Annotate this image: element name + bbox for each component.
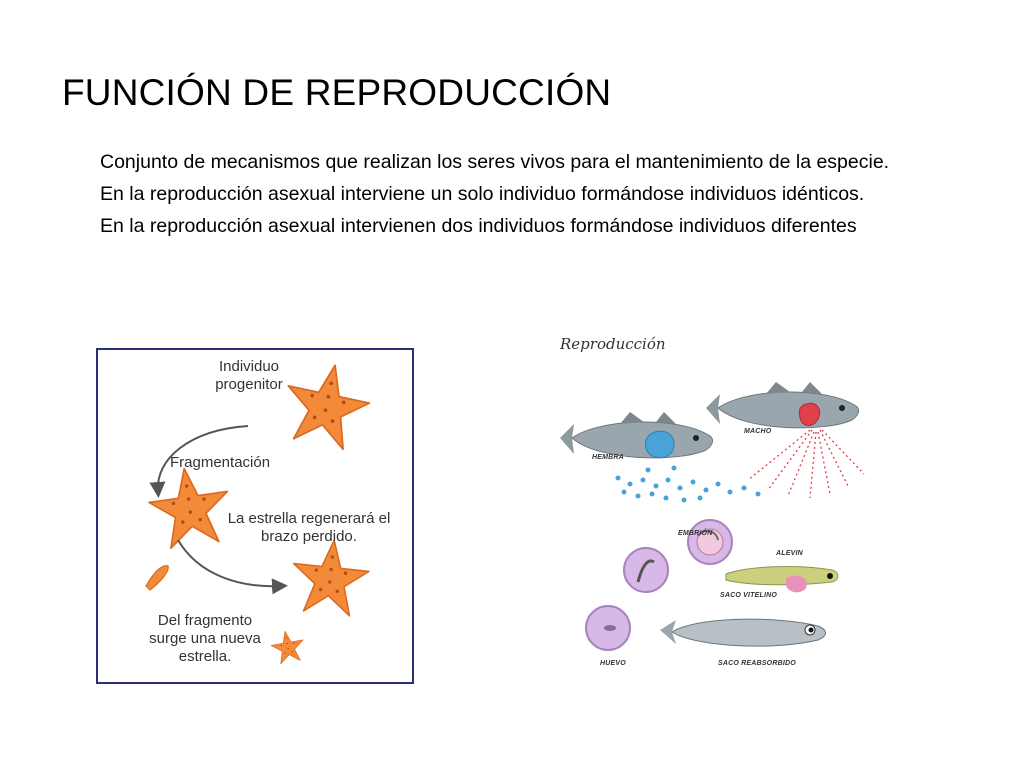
- early-embryo-stage: [624, 548, 668, 592]
- label-yolk-absorbed: SACO REABSORBIDO: [718, 660, 796, 667]
- larva-fish: [726, 567, 838, 593]
- sperm-spray: [748, 430, 864, 498]
- bullet-asexual: En la reproducción asexual interviene un solo individuo formándose individuos idénticos.: [100, 183, 865, 205]
- bullet-list: [100, 148, 940, 244]
- slide-title: FUNCIÓN DE REPRODUCCIÓN: [62, 72, 612, 113]
- label-embryo: EMBRIÓN: [678, 530, 713, 537]
- label-fragmentation: Fragmentación: [170, 454, 271, 471]
- fish-illustration: [548, 330, 888, 680]
- label-female: HEMBRA: [592, 454, 624, 461]
- bullet-definition: Conjunto de mecanismos que realizan los seres vivos para el mantenimiento de la especie.: [100, 151, 890, 173]
- bullet-sexual: En la reproducción asexual intervienen dos individuos formándose individuos diferentes: [100, 215, 857, 237]
- label-larva: ALEVIN: [776, 550, 803, 557]
- label-egg: HUEVO: [600, 660, 626, 667]
- juvenile-fish: [660, 619, 826, 646]
- label-new-star: Del fragmento surge una nueva estrella.: [149, 612, 261, 665]
- embryo-stage: [688, 520, 732, 564]
- fragmentation-figure: [96, 348, 414, 684]
- arrow-fragment-to-regenerate: [178, 540, 280, 586]
- egg-cloud: [616, 466, 761, 503]
- fish-figure-title: Reproducción: [560, 335, 666, 353]
- male-fish: [706, 382, 859, 428]
- starfish-new: [269, 628, 306, 665]
- fish-reproduction-figure: [548, 330, 888, 680]
- label-male: MACHO: [744, 428, 772, 435]
- egg-stage: [586, 606, 630, 650]
- female-fish: [560, 412, 713, 458]
- label-parent: Individuo progenitor: [215, 358, 283, 393]
- label-yolk-sac: SACO VITELINO: [720, 592, 778, 599]
- starfish-regenerating: [289, 536, 372, 617]
- label-regenerate: La estrella regenerará el brazo perdido.: [227, 510, 391, 545]
- detached-arm: [146, 566, 168, 590]
